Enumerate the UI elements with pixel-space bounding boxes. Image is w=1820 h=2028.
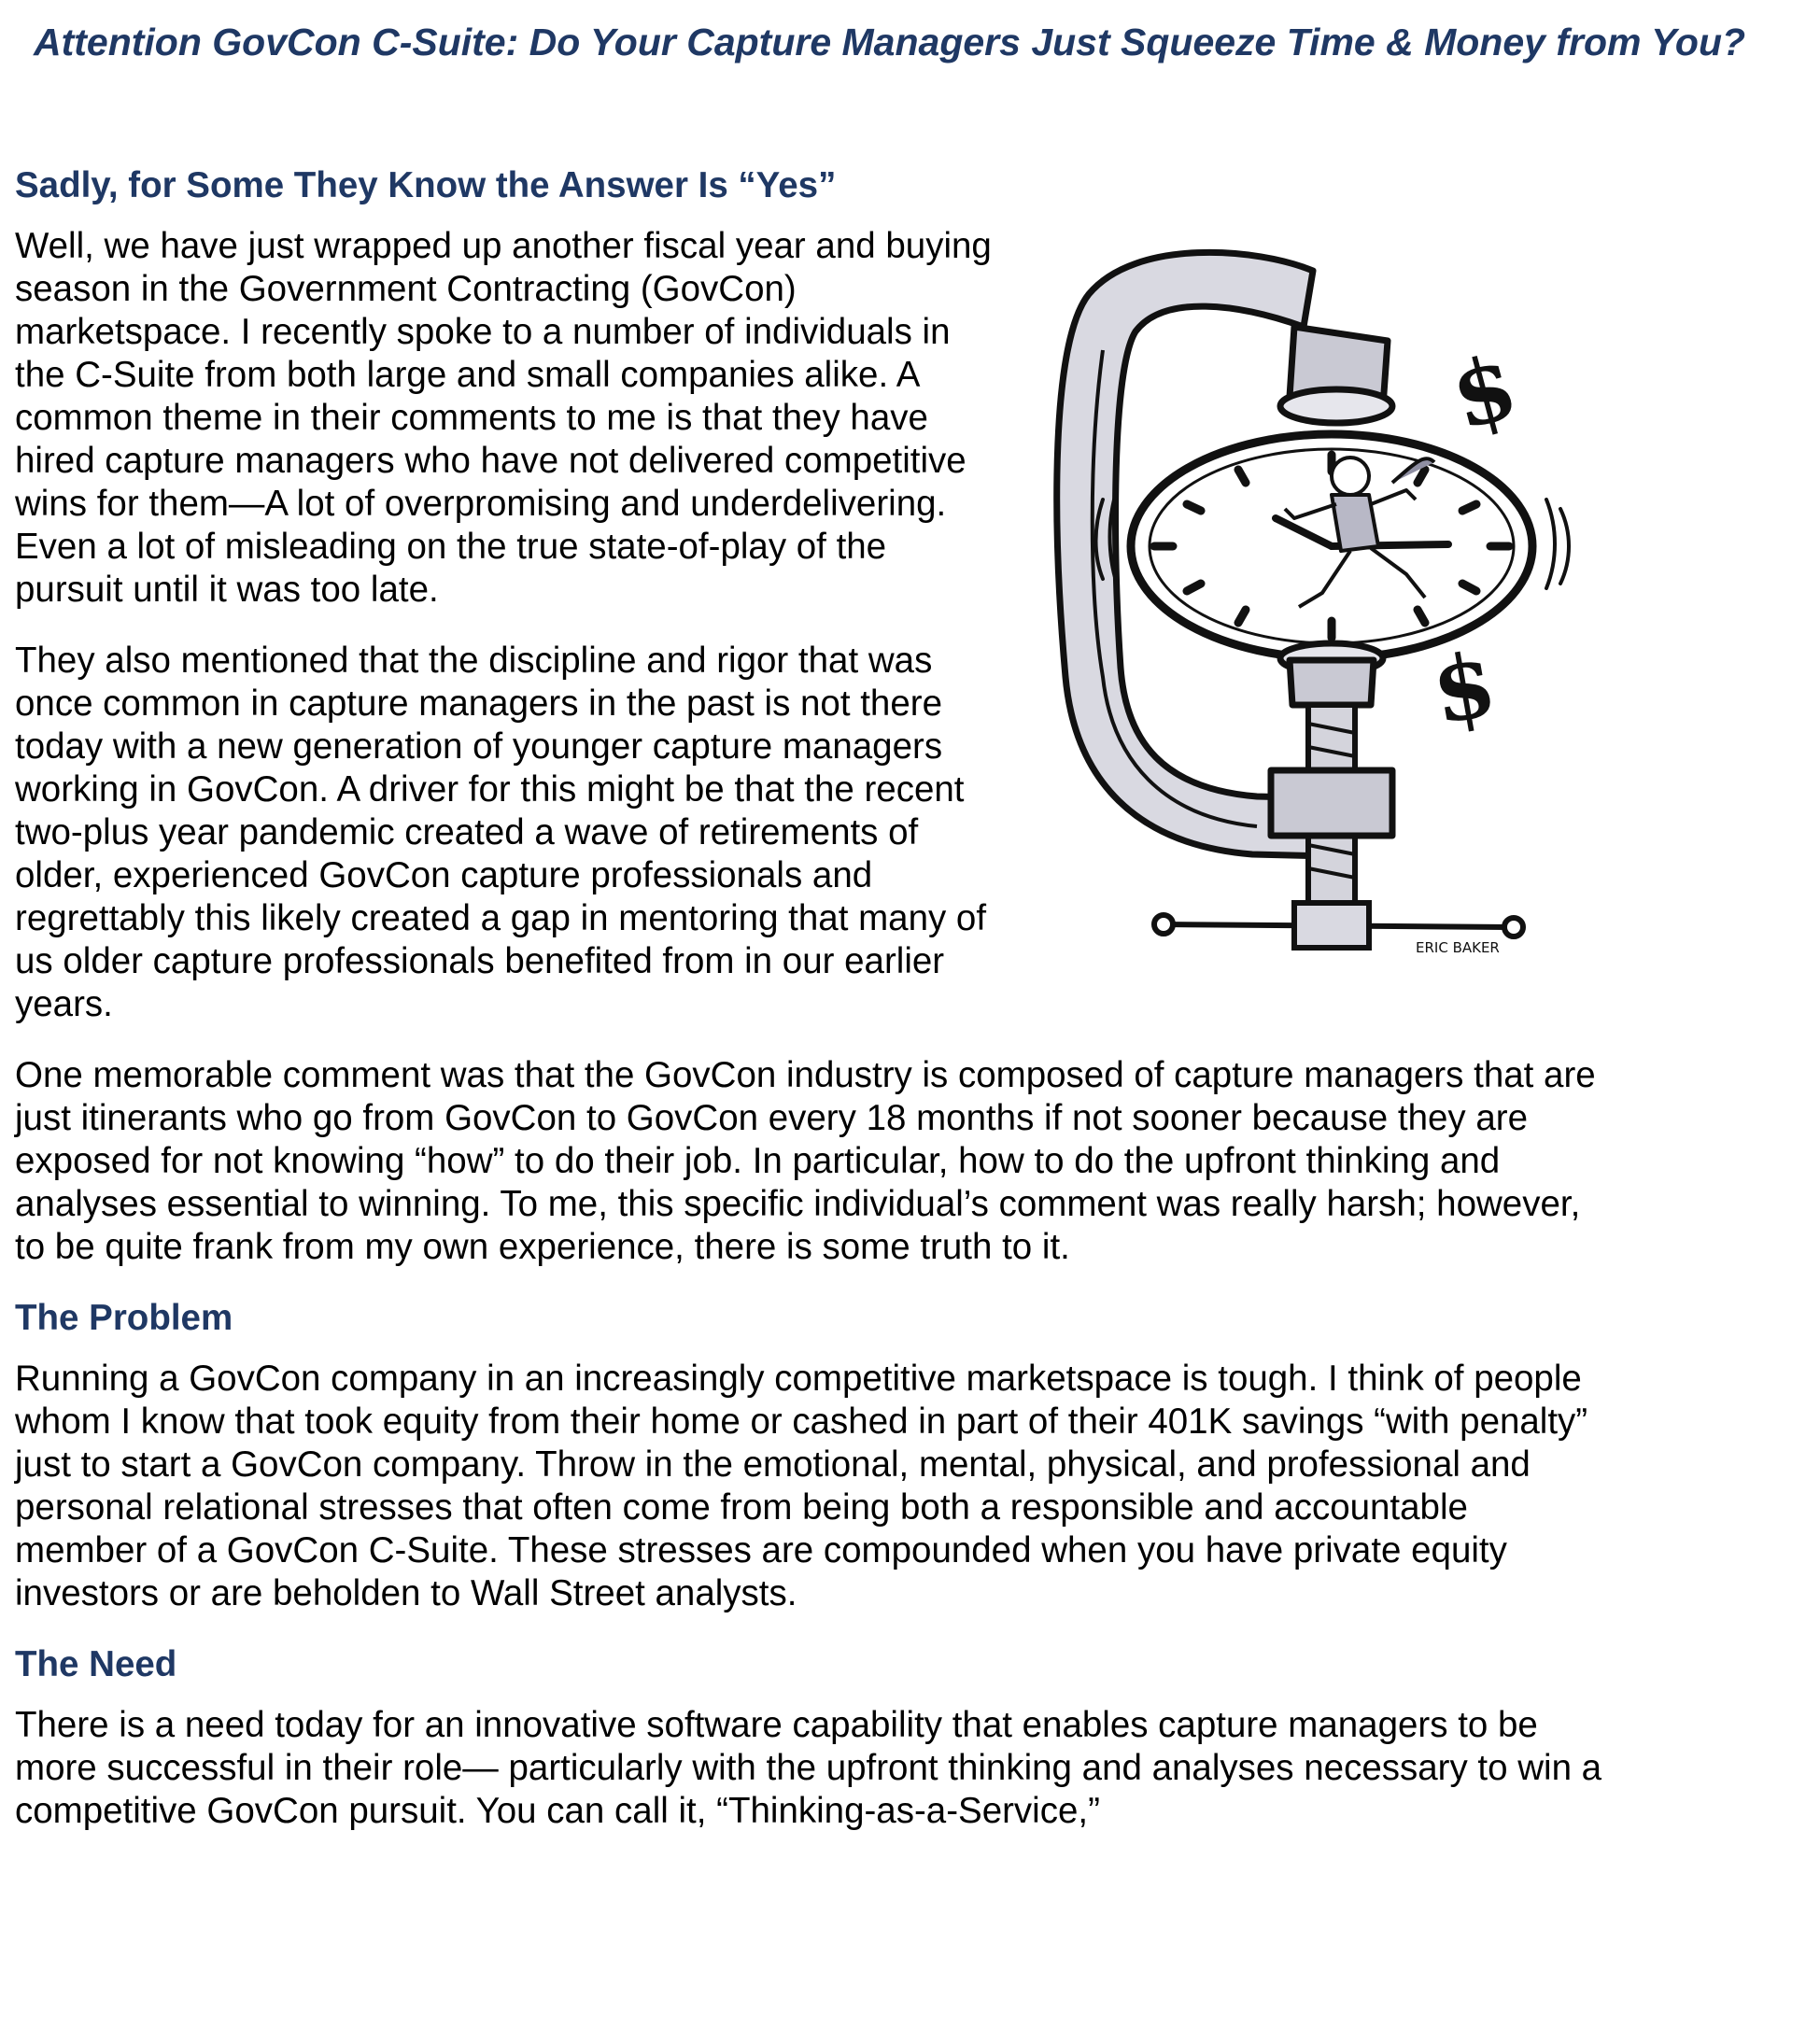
- paragraph-1: Well, we have just wrapped up another fiscal year and buying season in the Government Contracting (GovCon) marketspace. I recently spoke to a number of individuals in the C-Suite from both large and small companies alike. A common theme in their comments to me is that they have hired capture managers who have not delivered competitive wins for them—A lot of overpromising and underdelivering. Even a lot of misleading on the true state-of-play of the pursuit until it was too late.: [15, 226, 992, 610]
- dollar-sign-top: $: [1441, 333, 1528, 451]
- dollar-sign-bottom: $: [1424, 631, 1504, 745]
- paragraph-3: One memorable comment was that the GovCon industry is composed of capture managers that are just itinerants who go from GovCon to GovCon every 18 months if not sooner because they are exposed for not knowing “how” to do their job. In particular, how to do the upfront thinking and analyses essential to winning. To me, this specific individual’s comment was really harsh; however, to be quite frank from my own experience, there is some truth to it.: [15, 1055, 1596, 1267]
- cartoon-illustration: [1023, 238, 1602, 976]
- section-heading-sadly: Sadly, for Some They Know the Answer Is “Yes”: [15, 165, 837, 205]
- paragraph-2: They also mentioned that the discipline and rigor that was once common in capture managers in the past is not there today with a new generation of younger capture managers working in GovCon. A driver for this might be that the recent two-plus year pandemic created a wave of retirements of older, experienced GovCon capture professionals and regrettably this likely created a gap in mentoring that many of us older capture professionals benefited from in our earlier years.: [15, 641, 987, 1024]
- section-heading-problem: The Problem: [15, 1298, 233, 1338]
- page-title: Attention GovCon C-Suite: Do Your Capture Managers Just Squeeze Time & Money from You?: [34, 21, 1746, 63]
- clamp-clock-drawing: [1023, 238, 1602, 976]
- paragraph-4: Running a GovCon company in an increasingly competitive marketspace is tough. I think of people whom I know that took equity from their home or cashed in part of their 401K savings “with penalty” just to start a GovCon company. Throw in the emotional, mental, physical, and professional and personal relational stresses that often come from being both a responsible and accountable member of a GovCon C-Suite. These stresses are compounded when you have private equity investors or are beholden to Wall Street analysts.: [15, 1359, 1588, 1613]
- section-heading-need: The Need: [15, 1644, 177, 1684]
- clamp-lower-jaw: [1290, 660, 1374, 705]
- article-body: [15, 161, 1602, 1833]
- paragraph-5: There is a need today for an innovative software capability that enables capture managers to be more successful in their role— particularly with the upfront thinking and analyses necessary to win a competitive GovCon pursuit. You can call it, “Thinking-as-a-Service,”: [15, 1705, 1602, 1831]
- artist-signature: ERIC BAKER: [1416, 939, 1500, 956]
